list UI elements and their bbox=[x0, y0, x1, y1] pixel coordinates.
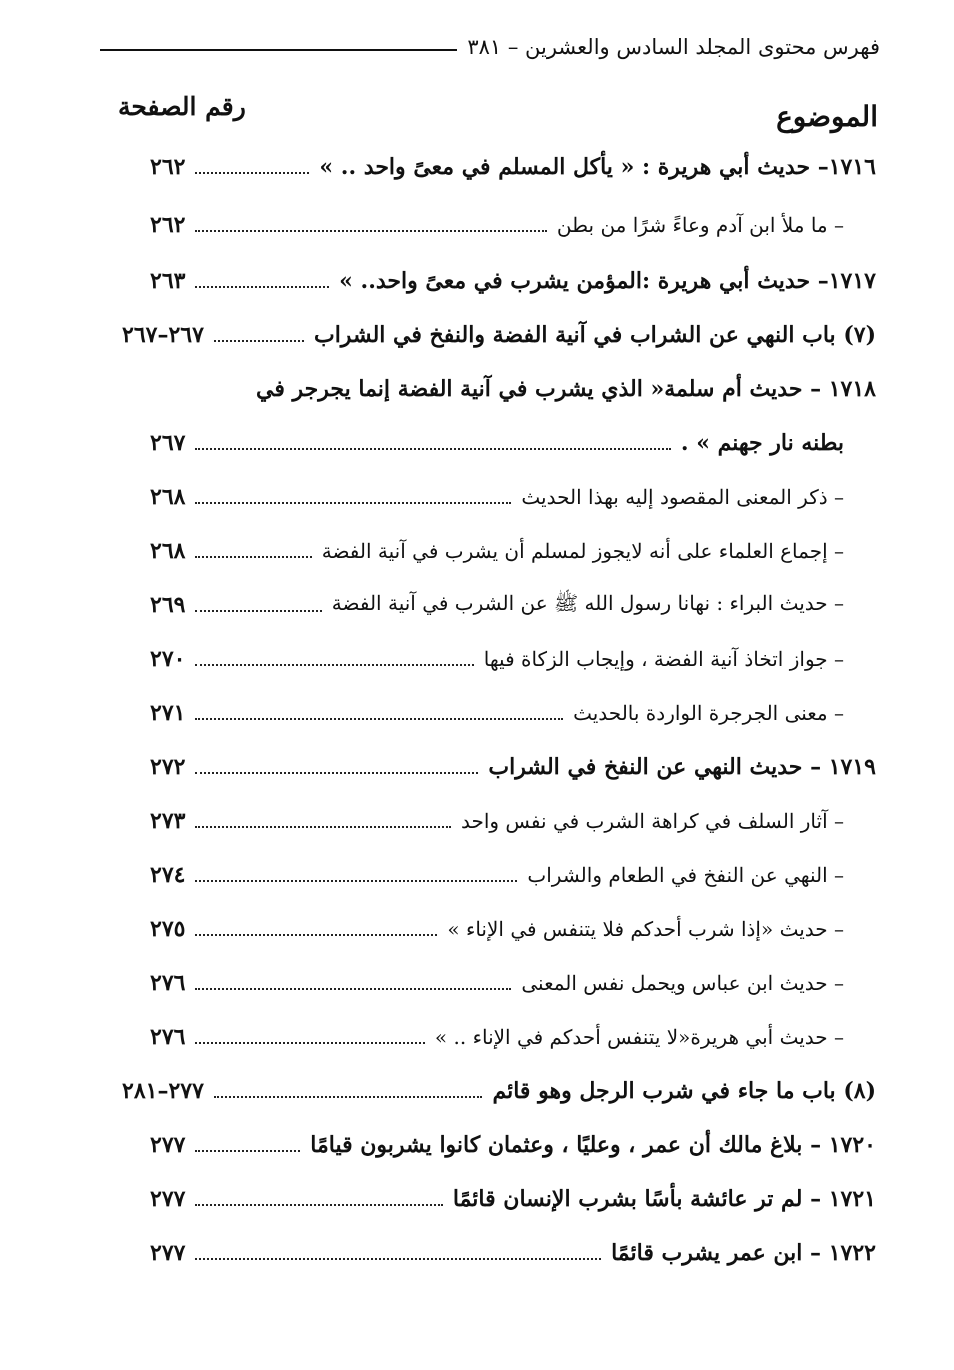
toc-entry-text: – آثار السلف في كراهة الشرب في نفس واحد bbox=[460, 809, 844, 833]
toc-entry-hadith-1721 bbox=[150, 1172, 876, 1226]
toc-entry-text: ١٧٢١ – لم تر عائشة بأسًا بشرب الإنسان قائمًا bbox=[452, 1186, 876, 1212]
toc-entry-text: ١٧٢٢ – ابن عمر يشرب قائمًا bbox=[611, 1240, 876, 1266]
toc-entry-text: – جواز اتخاذ آنية الفضة ، وإيجاب الزكاة فيها bbox=[483, 647, 844, 671]
toc-entry-hadith-1722 bbox=[150, 1226, 876, 1280]
toc-entry-page: ٢٦٨ bbox=[150, 538, 186, 564]
dot-leader bbox=[195, 502, 511, 504]
toc-entry-text: ١٧١٩ – حديث النهي عن النفخ في الشراب bbox=[488, 754, 876, 780]
dot-leader bbox=[195, 556, 311, 558]
toc-entry-page: ٢٧٧ bbox=[150, 1132, 186, 1158]
toc-entry-text: – ما ملأ ابن آدم وعاءً شرًا من بطن bbox=[556, 213, 844, 237]
toc-entry-page: ٢٦٧–٢٦٧ bbox=[122, 322, 204, 348]
toc-entry-page: ٢٦٢ bbox=[150, 154, 186, 180]
toc-entry-chapter-8 bbox=[122, 1064, 876, 1118]
toc-entry-page: ٢٧١ bbox=[150, 700, 186, 726]
toc-entry-page: ٢٧٦ bbox=[150, 1024, 186, 1050]
toc-entry-hadith-1718 bbox=[256, 362, 876, 416]
toc-entry-text: – حديث «إذا شرب أحدكم فلا يتنفس في الإناء » bbox=[447, 917, 844, 941]
toc-entry-page: ٢٧٧ bbox=[150, 1240, 186, 1266]
dot-leader bbox=[195, 172, 309, 174]
dot-leader bbox=[195, 718, 563, 720]
dot-leader bbox=[195, 934, 437, 936]
toc-entry-page: ٢٦٨ bbox=[150, 484, 186, 510]
toc-entry-text: – ذكر المعنى المقصود إليه بهذا الحديث bbox=[521, 485, 844, 509]
toc-entry-subtopic bbox=[150, 578, 844, 632]
toc-entry-text: – حديث أبي هريرة«لا يتنفس أحدكم في الإناء .. » bbox=[434, 1025, 844, 1049]
column-headings bbox=[118, 92, 878, 136]
toc-entry-text: – حديث البراء : نهانا رسول الله ﷺ عن الشرب في آنية الفضة bbox=[331, 590, 844, 615]
toc-entry-text: ١٧١٧– حديث أبي هريرة :المؤمن يشرب في معىً واحد.. » bbox=[339, 268, 876, 294]
toc-entry-subtopic bbox=[150, 632, 844, 686]
toc-entry-hadith-1717 bbox=[150, 254, 876, 308]
running-head-title: فهرس محتوى المجلد السادس والعشرين – ٣٨١ bbox=[467, 35, 880, 59]
toc-entry-hadith-1718-continued bbox=[150, 416, 844, 470]
dot-leader bbox=[195, 610, 321, 612]
toc-entry-text: – إجماع العلماء على أنه لايجوز لمسلم أن يشرب في آنية الفضة bbox=[321, 539, 844, 563]
toc-entry-page: ٢٦٩ bbox=[150, 592, 186, 618]
dot-leader bbox=[214, 1096, 483, 1098]
toc-entry-text: (٨) باب ما جاء في شرب الرجل وهو قائم bbox=[492, 1078, 876, 1104]
toc-entry-subtopic bbox=[150, 956, 844, 1010]
toc-entry-text: ١٧٢٠ – بلاغ مالك أن عمر ، وعليًا ، وعثمان كانوا يشربون قيامًا bbox=[310, 1132, 876, 1158]
dot-leader bbox=[195, 286, 329, 288]
dot-leader bbox=[195, 230, 546, 232]
toc-entry-page: ٢٧٣ bbox=[150, 808, 186, 834]
toc-entry-text: – النهي عن النفخ في الطعام والشراب bbox=[527, 863, 844, 887]
toc-entry-chapter-7 bbox=[122, 308, 876, 362]
dot-leader bbox=[195, 1150, 300, 1152]
toc-entry-subtopic bbox=[150, 198, 844, 252]
toc-entry-text: ١٧١٨ – حديث أم سلمة« الذي يشرب في آنية الفضة إنما يجرجر في bbox=[256, 376, 876, 402]
toc-entry-page: ٢٧٤ bbox=[150, 862, 186, 888]
dot-leader bbox=[195, 988, 511, 990]
toc-entry-page: ٢٦٣ bbox=[150, 268, 186, 294]
dot-leader bbox=[195, 772, 478, 774]
dot-leader bbox=[214, 340, 304, 342]
toc-entry-text: بطنه نار جهنم » . bbox=[680, 430, 844, 456]
toc-entry-hadith-1716 bbox=[150, 140, 876, 194]
toc-entry-page: ٢٧٢ bbox=[150, 754, 186, 780]
toc-entry-subtopic bbox=[150, 524, 844, 578]
toc-entry-subtopic bbox=[150, 470, 844, 524]
running-head-rule bbox=[100, 49, 457, 51]
toc-entry-subtopic bbox=[150, 1010, 844, 1064]
toc-entry-subtopic bbox=[150, 794, 844, 848]
toc-entry-page: ٢٦٢ bbox=[150, 212, 186, 238]
topic-column-heading: الموضوع bbox=[776, 100, 878, 133]
dot-leader bbox=[195, 826, 451, 828]
dot-leader bbox=[195, 448, 670, 450]
page-column-heading: رقم الصفحة bbox=[118, 92, 246, 121]
dot-leader bbox=[195, 1258, 601, 1260]
toc-entry-page: ٢٧٧ bbox=[150, 1186, 186, 1212]
toc-entry-page: ٢٧٠ bbox=[150, 646, 186, 672]
toc-entry-text: ١٧١٦– حديث أبي هريرة : « يأكل المسلم في معىً واحد .. » bbox=[319, 154, 876, 180]
dot-leader bbox=[195, 1204, 442, 1206]
toc-entry-text: (٧) باب النهي عن الشراب في آنية الفضة والنفخ في الشراب bbox=[313, 322, 876, 348]
dot-leader bbox=[195, 664, 473, 666]
dot-leader bbox=[195, 1042, 424, 1044]
toc-entry-subtopic bbox=[150, 902, 844, 956]
toc-entry-page: ٢٧٧–٢٨١ bbox=[122, 1078, 204, 1104]
dot-leader bbox=[195, 880, 517, 882]
running-head bbox=[100, 30, 880, 64]
toc-entry-subtopic bbox=[150, 686, 844, 740]
toc-entry-text: – حديث ابن عباس ويحمل نفس المعنى bbox=[521, 971, 844, 995]
toc-entry-hadith-1719 bbox=[150, 740, 876, 794]
toc-entry-page: ٢٧٥ bbox=[150, 916, 186, 942]
toc-entry-subtopic bbox=[150, 848, 844, 902]
toc-entry-page: ٢٦٧ bbox=[150, 430, 186, 456]
toc-entry-page: ٢٧٦ bbox=[150, 970, 186, 996]
toc-entry-hadith-1720 bbox=[150, 1118, 876, 1172]
toc-entry-text: – معنى الجرجرة الواردة بالحديث bbox=[573, 701, 844, 725]
